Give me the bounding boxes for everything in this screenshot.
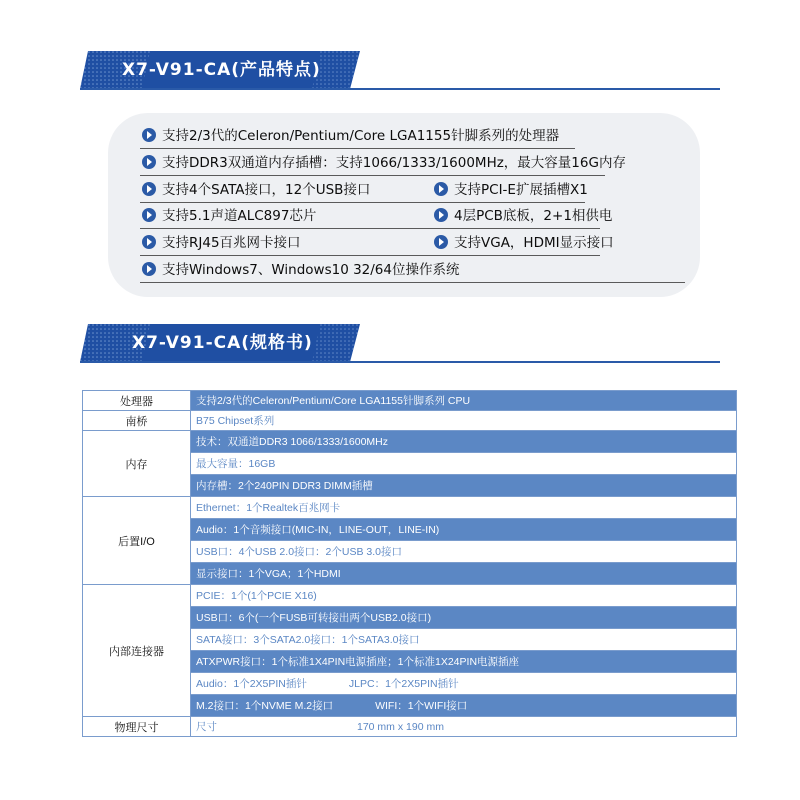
audio-header: Audio：1个2X5PIN插针 [196, 678, 307, 690]
feature-item: 支持4个SATA接口，12个USB接口 [142, 179, 370, 201]
spec-value: Audio：1个音频接口(MIC-IN，LINE-OUT，LINE-IN) [191, 519, 737, 541]
spec-value: 内存槽：2个240PIN DDR3 DIMM插槽 [191, 475, 737, 497]
feature-item: 支持5.1声道ALC897芯片 [142, 205, 316, 227]
feature-underline [140, 255, 600, 256]
jlpc-header: JLPC：1个2X5PIN插针 [348, 678, 459, 690]
feature-underline [140, 175, 605, 176]
arrow-icon [434, 182, 448, 196]
arrow-icon [142, 235, 156, 249]
feature-item: 支持Windows7、Windows10 32/64位操作系统 [142, 259, 460, 281]
spec-value [191, 673, 737, 695]
table-row [83, 497, 737, 519]
spec-value: USB口：6个(一个FUSB可转接出两个USB2.0接口) [191, 607, 737, 629]
features-banner [80, 51, 360, 89]
feature-item: 支持DDR3双通道内存插槽：支持1066/1333/1600MHz，最大容量16G内存 [142, 152, 626, 174]
specs-title: X7-V91-CA(规格书) [132, 333, 313, 353]
spec-value [191, 695, 737, 717]
spec-label: 内部连接器 [83, 585, 191, 717]
arrow-icon [142, 208, 156, 222]
spec-table [82, 390, 737, 737]
feature-item: 支持RJ45百兆网卡接口 [142, 232, 301, 254]
feature-underline [140, 202, 585, 203]
specs-divider [80, 361, 720, 363]
arrow-icon [142, 262, 156, 276]
table-row [83, 585, 737, 607]
spec-label: 物理尺寸 [83, 717, 191, 737]
specs-banner [80, 324, 360, 362]
spec-value: 支持2/3代的Celeron/Pentium/Core LGA1155针脚系列 CPU [191, 391, 737, 411]
arrow-icon [142, 155, 156, 169]
feature-item: 支持VGA，HDMI显示接口 [434, 232, 614, 254]
spec-value: Ethernet：1个Realtek百兆网卡 [191, 497, 737, 519]
spec-value: SATA接口：3个SATA2.0接口：1个SATA3.0接口 [191, 629, 737, 651]
spec-value: PCIE：1个(1个PCIE X16) [191, 585, 737, 607]
size-value: 170 mm x 190 mm [357, 721, 444, 733]
feature-underline [140, 282, 685, 283]
wifi-slot: WIFI：1个WIFI接口 [375, 700, 468, 712]
feature-item: 支持2/3代的Celeron/Pentium/Core LGA1155针脚系列的处理器 [142, 125, 559, 147]
spec-value: ATXPWR接口：1个标准1X4PIN电源插座；1个标准1X24PIN电源插座 [191, 651, 737, 673]
spec-value: 显示接口：1个VGA；1个HDMI [191, 563, 737, 585]
spec-label: 南桥 [83, 411, 191, 431]
spec-value: 最大容量：16GB [191, 453, 737, 475]
arrow-icon [434, 235, 448, 249]
table-row [83, 717, 737, 737]
feature-item: 4层PCB底板，2+1相供电 [434, 205, 612, 227]
spec-label: 后置I/O [83, 497, 191, 585]
features-divider [80, 88, 720, 90]
spec-label: 处理器 [83, 391, 191, 411]
m2-slot: M.2接口：1个NVME M.2接口 [196, 700, 334, 712]
spec-value: 技术：双通道DDR3 1066/1333/1600MHz [191, 431, 737, 453]
features-title: X7-V91-CA(产品特点) [122, 60, 321, 80]
spec-label: 内存 [83, 431, 191, 497]
table-row [83, 391, 737, 411]
spec-value [191, 717, 737, 737]
feature-underline [140, 228, 600, 229]
size-name: 尺寸 [196, 721, 217, 733]
spec-value: B75 Chipset系列 [191, 411, 737, 431]
table-row [83, 431, 737, 453]
arrow-icon [142, 182, 156, 196]
feature-underline [140, 148, 575, 149]
spec-value: USB口：4个USB 2.0接口：2个USB 3.0接口 [191, 541, 737, 563]
arrow-icon [142, 128, 156, 142]
table-row [83, 411, 737, 431]
feature-item: 支持PCI-E扩展插槽X1 [434, 179, 588, 201]
arrow-icon [434, 208, 448, 222]
